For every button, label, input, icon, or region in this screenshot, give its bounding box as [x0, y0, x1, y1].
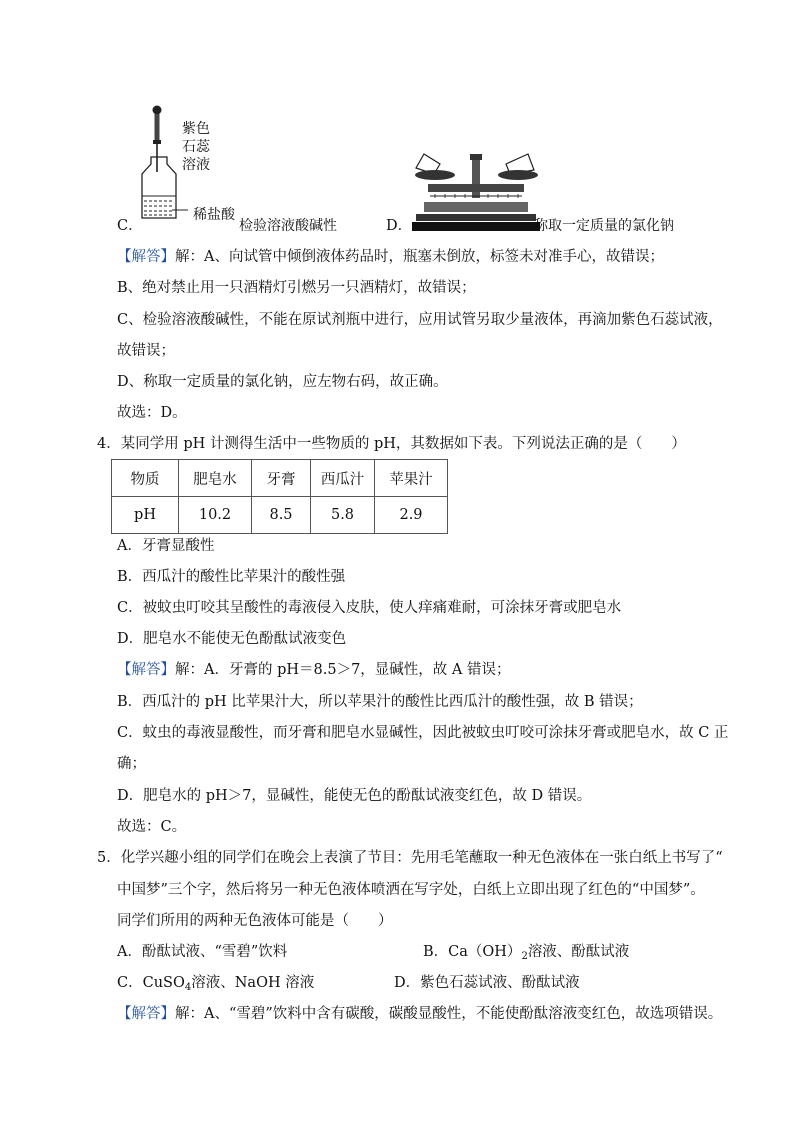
answer-text: 解：A、“雪碧”饮料中含有碳酸，碳酸显酸性，不能使酚酞溶液变红色，故选项错误。: [175, 1006, 723, 1022]
table-cell: 物质: [112, 460, 179, 497]
q4-answer-line-3: C．蚊虫的毒液显酸性，而牙膏和肥皂水显碱性，因此被蚊虫叮咬可涂抹牙膏或肥皂水，故 C 正: [117, 725, 729, 741]
option-d-letter: D．: [386, 218, 413, 234]
q4-answer-line-4: 确；: [117, 756, 146, 772]
table-cell: 2.9: [375, 497, 448, 534]
option-c-letter: C．: [117, 218, 143, 234]
subscript: 2: [521, 951, 528, 962]
table-cell: 8.5: [252, 497, 311, 534]
q3-answer-line-3: C、检验溶液酸碱性，不能在原试剂瓶中进行，应用试管另取少量液体，再滴加紫色石蕊试液，: [117, 312, 723, 328]
table-row: [112, 497, 448, 534]
label-dilute-hcl: 稀盐酸: [193, 207, 235, 223]
answer-tag: 【解答】: [117, 249, 175, 265]
q4-answer-line-1: [117, 660, 510, 680]
q3-answer-line-1: [117, 247, 664, 267]
q3-answer-line-6: 故选：D。: [117, 405, 187, 421]
q4-option-a: A．牙膏显酸性: [117, 538, 215, 554]
option-text: C．CuSO: [117, 975, 185, 991]
table-cell: 10.2: [179, 497, 252, 534]
label-solution: 溶液: [182, 157, 210, 173]
answer-tag: 【解答】: [117, 662, 175, 678]
q3-answer-line-2: B、绝对禁止用一只酒精灯引燃另一只酒精灯，故错误；: [117, 280, 476, 296]
answer-tag: 【解答】: [117, 1006, 175, 1022]
q3-answer-line-4: 故错误；: [117, 343, 175, 359]
label-litmus: 石蕊: [182, 139, 210, 155]
balance-scale-figure: [410, 150, 540, 235]
table-cell: 西瓜汁: [311, 460, 375, 497]
q4-option-d: D．肥皂水不能使无色酚酞试液变色: [117, 631, 347, 647]
option-text: 溶液、酚酞试液: [527, 944, 630, 960]
answer-text: 解：A、向试管中倾倒液体药品时，瓶塞未倒放，标签未对准手心，故错误；: [175, 249, 664, 265]
table-cell: pH: [112, 497, 179, 534]
option-d-caption: 称取一定质量的氯化钠: [534, 218, 674, 234]
label-purple: 紫色: [182, 121, 210, 137]
q5-answer-line-1: [117, 1004, 722, 1024]
q5-option-a: A．酚酞试液、“雪碧”饮料: [117, 944, 288, 960]
q4-answer-line-6: 故选：C。: [117, 819, 187, 835]
q5-option-c: [117, 973, 314, 998]
q4-answer-line-5: D．肥皂水的 pH＞7，显碱性，能使无色的酚酞试液变红色，故 D 错误。: [117, 788, 592, 804]
q5-option-d: D．紫色石蕊试液、酚酞试液: [394, 975, 580, 991]
option-text: B．Ca（OH）: [423, 944, 522, 960]
dropper-bottle-figure: [138, 100, 188, 225]
subscript: 4: [184, 982, 192, 993]
option-c-caption: 检验溶液酸碱性: [239, 218, 337, 234]
q5-option-b: [423, 942, 629, 967]
ph-table: [111, 459, 448, 534]
q5-stem-line-3: 同学们所用的两种无色液体可能是（ ）: [117, 913, 393, 929]
table-cell: 苹果汁: [375, 460, 448, 497]
q4-answer-line-2: B．西瓜汁的 pH 比苹果汁大，所以苹果汁的酸性比西瓜汁的酸性强，故 B 错误；: [117, 694, 643, 710]
answer-text: 解：A．牙膏的 pH＝8.5＞7，显碱性，故 A 错误；: [175, 662, 511, 678]
q5-stem-line-1: 5．化学兴趣小组的同学们在晚会上表演了节目：先用毛笔蘸取一种无色液体在一张白纸上书写了“: [97, 850, 723, 866]
q4-option-c: C．被蚊虫叮咬其呈酸性的毒液侵入皮肤，使人痒痛难耐，可涂抹牙膏或肥皂水: [117, 600, 622, 616]
table-header-row: [112, 460, 448, 497]
q3-answer-line-5: D、称取一定质量的氯化钠，应左物右码，故正确。: [117, 374, 448, 390]
table-cell: 5.8: [311, 497, 375, 534]
q5-stem-line-2: 中国梦”三个字，然后将另一种无色液体喷洒在写字处，白纸上立即出现了红色的“中国梦”。: [117, 882, 705, 898]
q4-stem: 4．某同学用 pH 计测得生活中一些物质的 pH，其数据如下表。下列说法正确的是（ ）: [97, 436, 686, 452]
table-cell: 牙膏: [252, 460, 311, 497]
option-text: 溶液、NaOH 溶液: [191, 975, 315, 991]
table-cell: 肥皂水: [179, 460, 252, 497]
q4-option-b: B．西瓜汁的酸性比苹果汁的酸性强: [117, 569, 346, 585]
